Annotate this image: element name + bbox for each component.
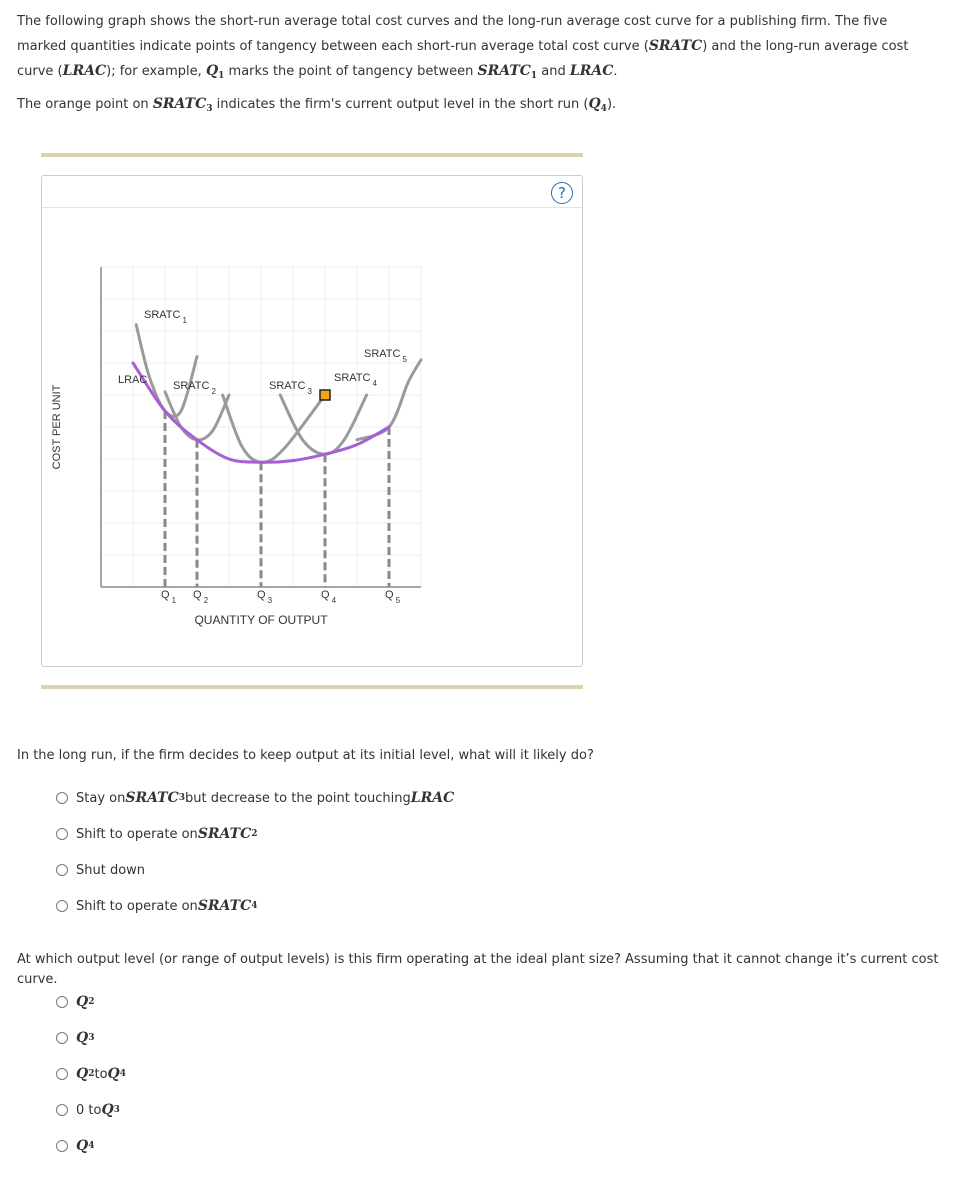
- option-math-subscript: 4: [119, 1069, 126, 1079]
- question-2-option[interactable]: [56, 1100, 120, 1120]
- x-tick-label: [257, 589, 273, 605]
- question-2-option[interactable]: [56, 1064, 126, 1084]
- question-1-option[interactable]: [56, 824, 257, 844]
- graph-panel: [41, 175, 583, 667]
- sratc1-label-text: SRATC: [144, 309, 181, 321]
- option-text: Stay on: [76, 790, 126, 806]
- lrac-label: [118, 374, 147, 386]
- x-tick-label-text: Q: [161, 589, 170, 601]
- option-math-subscript: 2: [88, 997, 95, 1007]
- radio-button[interactable]: [56, 996, 68, 1008]
- x-tick-label-text: Q: [321, 589, 330, 601]
- radio-button[interactable]: [56, 1032, 68, 1044]
- option-math: SRATC: [125, 790, 179, 806]
- sratc3-curve: [223, 395, 325, 462]
- x-tick-label-text: Q: [385, 589, 394, 601]
- option-math: Q: [76, 1138, 89, 1154]
- sratc1-curve: [136, 325, 197, 417]
- option-text: Shift to operate on: [76, 898, 198, 914]
- radio-button[interactable]: [56, 1068, 68, 1080]
- radio-button[interactable]: [56, 792, 68, 804]
- radio-button[interactable]: [56, 864, 68, 876]
- radio-button[interactable]: [56, 1104, 68, 1116]
- top-divider: [41, 153, 583, 157]
- question-2-text: At which output level (or range of output levels) is this firm operating at the ideal plant size? Assuming that it cannot change it’s current cost curve.: [17, 952, 939, 987]
- option-math: SRATC: [197, 826, 252, 842]
- option-math-subscript: 2: [251, 829, 258, 839]
- radio-button[interactable]: [56, 900, 68, 912]
- option-math-subscript: 4: [88, 1141, 95, 1151]
- option-math: Q: [76, 1066, 89, 1082]
- question-1-option[interactable]: [56, 896, 257, 916]
- x-tick-label-subscript: 3: [267, 596, 273, 605]
- sratc2-label: [173, 380, 216, 396]
- question-1-text: In the long run, if the firm decides to keep output at its initial level, what will it likely do?: [17, 748, 594, 763]
- sratc4-label: [334, 372, 377, 388]
- intro-paragraph: The following graph shows the short-run average total cost curves and the long-run average cost curve for a publishing firm. The five marked quantities indicate points of tangency between each short-run average total cost curve (SRATC) and the long-run average cost curve (LRAC); for example, $Q_1$ marks the point of tangency between $SRATC_1$ and LRAC.: [17, 14, 909, 81]
- current-output-point[interactable]: [320, 390, 330, 400]
- sratc5-label: [364, 348, 407, 364]
- option-text: to: [94, 1066, 108, 1082]
- question-2-option[interactable]: [56, 1028, 94, 1048]
- radio-button[interactable]: [56, 1140, 68, 1152]
- x-tick-label-subscript: 5: [395, 596, 401, 605]
- x-tick-label-subscript: 1: [171, 596, 177, 605]
- option-math: Q: [76, 1030, 89, 1046]
- option-math: LRAC: [410, 790, 455, 806]
- option-math: Q: [76, 994, 89, 1010]
- option-math-subscript: 3: [88, 1033, 95, 1043]
- bottom-divider: [41, 685, 583, 689]
- option-math: SRATC: [197, 898, 252, 914]
- lrac-label-text: LRAC: [118, 374, 148, 386]
- option-text: 0 to: [76, 1102, 102, 1118]
- radio-button[interactable]: [56, 828, 68, 840]
- sratc1-label-subscript: 1: [182, 316, 187, 325]
- option-math: Q: [107, 1066, 120, 1082]
- x-tick-label-text: Q: [257, 589, 266, 601]
- sratc3-label-text: SRATC: [269, 380, 306, 392]
- option-text: Shift to operate on: [76, 826, 198, 842]
- x-tick-label-subscript: 2: [203, 596, 209, 605]
- question-2-option[interactable]: [56, 992, 94, 1012]
- option-text: but decrease to the point touching: [185, 790, 411, 806]
- x-tick-label-text: Q: [193, 589, 202, 601]
- sratc4-label-subscript: 4: [372, 379, 377, 388]
- option-math: Q: [101, 1102, 114, 1118]
- option-math-subscript: 2: [88, 1069, 95, 1079]
- option-text: Shut down: [76, 862, 146, 878]
- sratc2-label-subscript: 2: [211, 387, 216, 396]
- sratc3-label: [269, 380, 312, 396]
- sratc1-label: [144, 309, 187, 325]
- sratc4-label-text: SRATC: [334, 372, 371, 384]
- x-tick-label: [161, 589, 177, 605]
- question-2-option[interactable]: [56, 1136, 94, 1156]
- question-1-option[interactable]: [56, 788, 454, 808]
- option-math-subscript: 3: [113, 1105, 120, 1115]
- option-math-subscript: 3: [178, 793, 186, 803]
- sratc5-label-subscript: 5: [402, 355, 407, 364]
- sratc3-label-subscript: 3: [307, 387, 312, 396]
- option-math-subscript: 4: [251, 901, 258, 911]
- current-output-paragraph: The orange point on $SRATC_3$ indicates the firm's current output level in the short run $(Q_4)$.: [17, 96, 617, 114]
- x-axis-label: QUANTITY OF OUTPUT: [194, 613, 328, 627]
- x-tick-label-subscript: 4: [331, 596, 337, 605]
- question-1-option[interactable]: [56, 860, 145, 880]
- y-axis-label: COST PER UNIT: [51, 384, 63, 470]
- help-icon[interactable]: ?: [551, 182, 573, 204]
- cost-curves-chart: [42, 176, 582, 666]
- x-tick-label: [385, 589, 401, 605]
- x-tick-label: [193, 589, 209, 605]
- sratc2-label-text: SRATC: [173, 380, 210, 392]
- sratc5-label-text: SRATC: [364, 348, 401, 360]
- x-tick-label: [321, 589, 337, 605]
